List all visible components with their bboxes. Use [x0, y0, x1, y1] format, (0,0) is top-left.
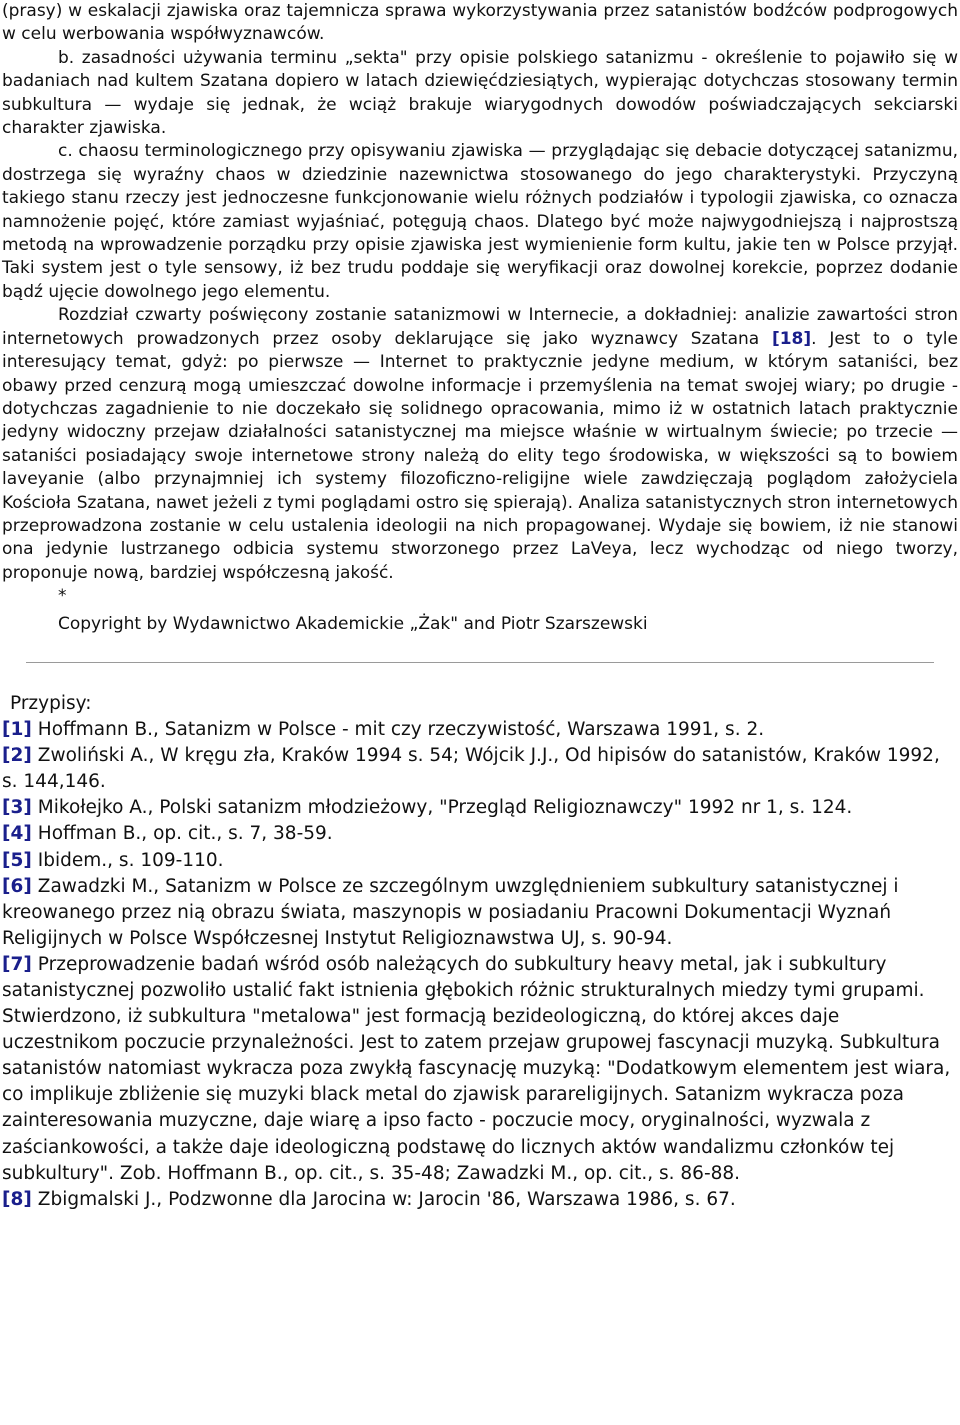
footnote-item [2, 743, 958, 795]
footnotes-divider [26, 662, 934, 663]
footnote-ref-link[interactable]: [8] [2, 1188, 32, 1210]
footnote-ref-link[interactable]: [6] [2, 875, 32, 897]
footnote-ref-link[interactable]: [4] [2, 823, 32, 845]
footnote-ref-link[interactable]: [3] [2, 797, 32, 819]
footnote-item [2, 874, 958, 952]
paragraph-text-start: Rozdział czwarty poświęcony zostanie satanizmowi w Internecie, a dokładniej: analizie zawartości stron internetowych prowadzonych przez osoby deklarujące się jako wyznawcy Szatana [2, 305, 958, 349]
footnote-text: Ibidem., s. 109-110. [37, 849, 224, 871]
footnote-text: Przeprowadzenie badań wśród osób należących do subkultury heavy metal, jak i subkultury satanistycznej pozwoliło ustalić fakt istnienia głębokich różnic strukturalnych miedzy tymi grupami. Stwierdzono, iż subkultura "metalowa" jest formacją bezideologiczną, do której akces daje uczestnikom poczucie przynależności. Jest to zatem przejaw grupowej fascynacji muzyką. Subkultura satanistów natomiast wykracza poza zwykłą fascynację muzyką: "Dodatkowym elementem jest wiara, co implikuje zbliżenie się muzyki black metal do zjawisk parareligijnych. Satanizm wykracza poza zainteresowania muzyczne, daje wiarę a ipso facto - poczucie mocy, oryginalności, wyzwala z zaściankowości, a także daje ideologiczną podstawę do licznych aktów wandalizmu członków tej subkultury". Zob. Hoffmann B., op. cit., s. 35-48; Zawadzki M., op. cit., s. 86-88. [2, 953, 951, 1184]
footnote-text: Zwoliński A., W kręgu zła, Kraków 1994 s. 54; Wójcik J.J., Od hipisów do satanistów, Kraków 1992, s. 144,146. [2, 745, 940, 793]
footnotes-heading: Przypisy: [10, 692, 92, 714]
footnote-item [2, 795, 958, 821]
footnote-item [2, 848, 958, 874]
section-separator-star: * [58, 586, 67, 607]
footnotes-list [2, 717, 958, 1213]
paragraph-continuation: (prasy) w eskalacji zjawiska oraz tajemnicza sprawa wykorzystywania przez satanistów bodźców podprogowych w celu werbowania współwyznawców. [2, 1, 958, 45]
footnote-item [2, 1187, 958, 1213]
footnote-text: Mikołejko A., Polski satanizm młodzieżowy, "Przegląd Religioznawczy" 1992 nr 1, s. 124. [37, 797, 853, 819]
footnote-text: Zawadzki M., Satanizm w Polsce ze szczególnym uwzględnieniem subkultury satanistycznej i kreowanego przez nią obrazu świata, maszynopis w posiadaniu Pracowni Dokumentacji Wyznań Religijnych w Polsce Współczesnej Instytut Religioznawstwa UJ, s. 90-94. [2, 875, 899, 949]
footnote-ref-link[interactable]: [2] [2, 745, 32, 767]
paragraph-text-end: . Jest to o tyle interesujący temat, gdyż: po pierwsze — Internet to praktycznie jedyne medium, w którym sataniści, bez obawy przed cenzurą mogą umieszczać dowolne informacje i przemyślenia na temat swojej wiary; po drugie - dotychczas zagadnienie to nie doczekało się solidnego opracowania, mimo iż w ostatnich latach praktycznie jedyny widoczny przejaw działalności satanistycznej ma miejsce właśnie w wirtualnym świecie; po trzecie — sataniści posiadający swoje internetowe strony należą do elity tego środowiska, w większości są to bowiem laveyanie (albo przynajmniej ich systemy filozoficzno-religijne wiele zawdzięczają poglądom założyciela Kościoła Szatana, nawet jeżeli z tymi poglądami ostro się spierają). Analiza satanistycznych stron internetowych przeprowadzona zostanie w celu ustalenia ideologii na nich propagowanej. Wydaje się bowiem, iż nie stanowi ona jedynie lustrzanego odbicia systemu stworzonego przez LaVeya, lecz wychodząc od niego tworzy, proponuje nową, bardziej współczesną jakość. [2, 328, 958, 583]
footnote-item [2, 717, 958, 743]
footnote-ref-link[interactable]: [5] [2, 849, 32, 871]
footnote-text: Hoffmann B., Satanizm w Polsce - mit czy rzeczywistość, Warszawa 1991, s. 2. [37, 719, 765, 741]
footnote-item [2, 952, 958, 1187]
paragraph-chapter-four [2, 304, 958, 585]
paragraph-point-b: b. zasadności używania terminu „sekta" przy opisie polskiego satanizmu - określenie to pojawiło się w badaniach nad kultem Szatana dopiero w latach dziewięćdziesiątych, wypierając dotychczas stosowany termin subkultura — wydaje się jednak, że wciąż brakuje wiarygodnych dowodów poświadczających sekciarski charakter zjawiska. [2, 47, 958, 139]
footnote-ref-link[interactable]: [7] [2, 953, 32, 975]
footnote-link-18[interactable]: [18] [771, 328, 812, 349]
copyright-notice: Copyright by Wydawnictwo Akademickie „Żak" and Piotr Szarszewski [58, 613, 648, 634]
footnote-text: Hoffman B., op. cit., s. 7, 38-59. [37, 823, 333, 845]
footnote-ref-link[interactable]: [1] [2, 719, 32, 741]
paragraph-point-c: c. chaosu terminologicznego przy opisywaniu zjawiska — przyglądając się debacie dotyczącej satanizmu, dostrzega się wyraźny chaos w dziedzinie nazewnictwa stosowanego do jego charakterystyki. Przyczyną takiego stanu rzeczy jest jednoczesne funkcjonowanie wielu różnych podziałów i typologii zjawiska, co oznacza namnożenie pojęć, które zamiast wyjaśniać, potęgują chaos. Dlatego być może najwygodniejszą i najprostszą metodą na wprowadzenie porządku przy opisie zjawiska jest wymienienie form kultu, jakie ten w Polsce przyjął. Taki system jest o tyle sensowy, iż bez trudu poddaje się weryfikacji oraz dowolnej korekcie, poprzez dodanie bądź ujęcie dowolnego jego elementu. [2, 141, 958, 302]
footnote-item [2, 821, 958, 847]
footnote-text: Zbigmalski J., Podzwonne dla Jarocina w: Jarocin '86, Warszawa 1986, s. 67. [37, 1188, 736, 1210]
